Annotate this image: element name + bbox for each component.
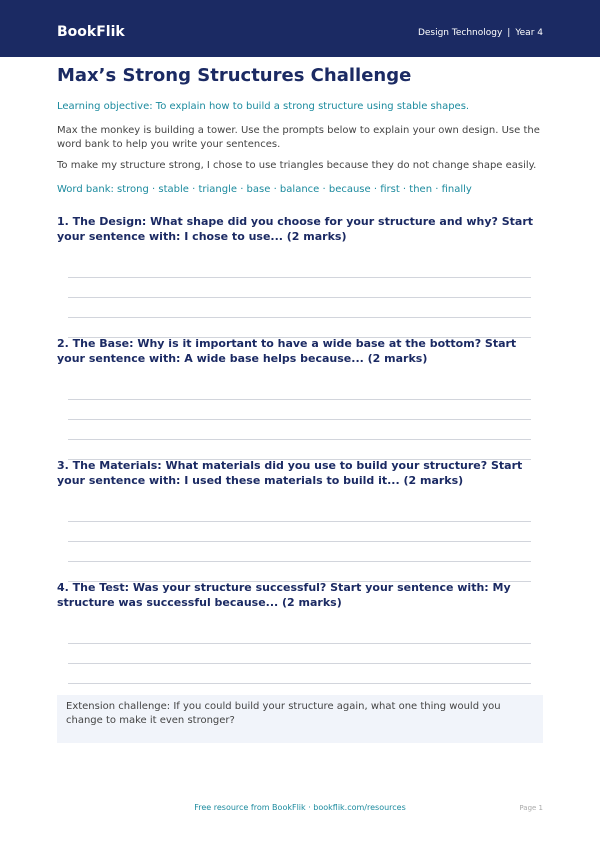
answer-line[interactable] xyxy=(68,683,531,684)
answer-line[interactable] xyxy=(68,317,531,318)
subject-label: Design Technology xyxy=(417,28,503,38)
question-4: 4. The Test: Was your structure successful? Start your sentence with: My structure was successful because... (2 marks) xyxy=(57,581,511,609)
word-bank: Word bank: strong · stable · triangle · base · balance · because · first · then · finally xyxy=(57,184,472,195)
intro-text: Max the monkey is building a tower. Use the prompts below to explain your own design. Use the word bank to help you write your sentences. xyxy=(57,125,540,150)
page-number: Page 1 xyxy=(519,804,543,812)
worksheet-title: Max’s Strong Structures Challenge xyxy=(57,65,412,86)
answer-line[interactable] xyxy=(68,439,531,440)
answer-line[interactable] xyxy=(68,419,531,420)
question-3: 3. The Materials: What materials did you use to build your structure? Start your sentence with: I used these materials to build it... (2 marks) xyxy=(57,459,523,487)
header-meta xyxy=(418,27,543,39)
answer-line[interactable] xyxy=(68,297,531,298)
footer-credit: Free resource from BookFlik · bookflik.com/resources xyxy=(194,803,406,812)
header-separator: | xyxy=(507,28,511,38)
answer-line[interactable] xyxy=(68,561,531,562)
answer-line[interactable] xyxy=(68,277,531,278)
question-2: 2. The Base: Why is it important to have a wide base at the bottom? Start your sentence with: A wide base helps because... (2 marks) xyxy=(57,337,517,365)
brand-logo: BookFlik xyxy=(57,24,125,40)
answer-line[interactable] xyxy=(68,541,531,542)
year-label: Year 4 xyxy=(515,28,543,38)
answer-line[interactable] xyxy=(68,521,531,522)
question-1: 1. The Design: What shape did you choose for your structure and why? Start your sentence with: I chose to use... (2 marks) xyxy=(57,215,534,243)
answer-line[interactable] xyxy=(68,643,531,644)
extension-text: Extension challenge: If you could build your structure again, what one thing would you change to make it even stronger? xyxy=(66,701,501,726)
example-sentence: To make my structure strong, I chose to use triangles because they do not change shape easily. xyxy=(57,160,537,171)
page-header xyxy=(0,0,600,57)
answer-line[interactable] xyxy=(68,663,531,664)
extension-challenge xyxy=(57,695,543,743)
answer-line[interactable] xyxy=(68,399,531,400)
learning-objective: Learning objective: To explain how to build a strong structure using stable shapes. xyxy=(57,101,470,112)
